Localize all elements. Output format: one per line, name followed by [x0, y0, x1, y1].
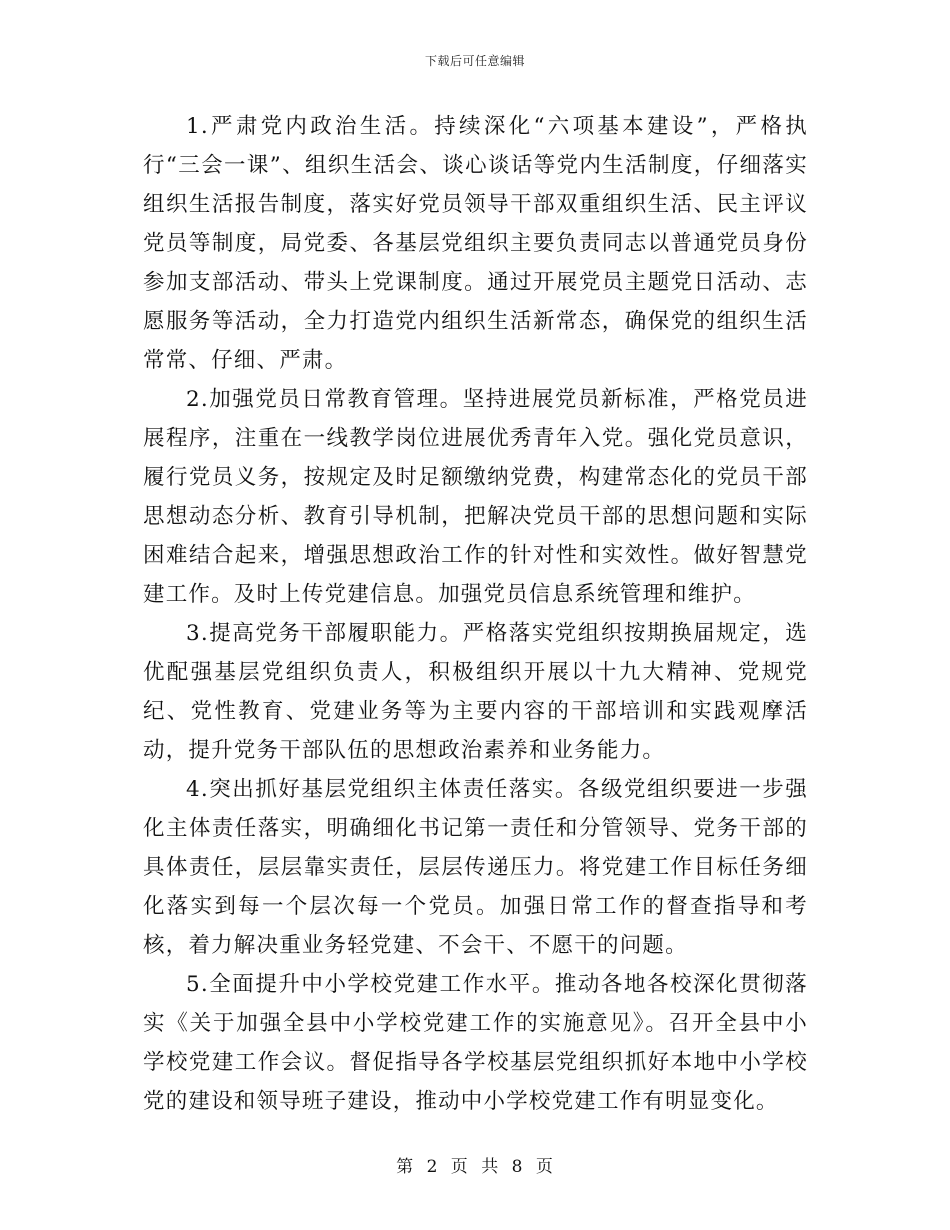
- paragraph-1: 1.严肃党内政治生活。持续深化“六项基本建设”，严格执行“三会一课”、组织生活会、谈心谈话等党内生活制度，仔细落实组织生活报告制度，落实好党员领导干部双重组织生活、民主评议党员等制度，局党委、各基层党组织主要负责同志以普通党员身份参加支部活动、带头上党课制度。通过开展党员主题党日活动、志愿服务等活动，全力打造党内组织生活新常态，确保党的组织生活常常、仔细、严肃。: [143, 114, 808, 373]
- paragraph-4: 4.突出抓好基层党组织主体责任落实。各级党组织要进一步强化主体责任落实，明确细化书记第一责任和分管领导、党务干部的具体责任，层层靠实责任，层层传递压力。将党建工作目标任务细化落实到每一个层次每一个党员。加强日常工作的督查指导和考核，着力解决重业务轻党建、不会干、不愿干的问题。: [143, 777, 808, 958]
- page-number-footer: 第 2 页 共 8 页: [396, 1157, 554, 1177]
- paragraph-2: 2.加强党员日常教育管理。坚持进展党员新标准，严格党员进展程序，注重在一线教学岗位进展优秀青年入党。强化党员意识，履行党员义务，按规定及时足额缴纳党费，构建常态化的党员干部思想动态分析、教育引导机制，把解决党员干部的思想问题和实际困难结合起来，增强思想政治工作的针对性和实效性。做好智慧党建工作。及时上传党建信息。加强党员信息系统管理和维护。: [143, 387, 808, 607]
- header-note: 下载后可任意编辑: [424, 54, 525, 68]
- document-body: [143, 107, 808, 1121]
- paragraph-3: 3.提高党务干部履职能力。严格落实党组织按期换届规定，选优配强基层党组织负责人，积极组织开展以十九大精神、党规党纪、党性教育、党建业务等为主要内容的干部培训和实践观摩活动，提升党务干部队伍的思想政治素养和业务能力。: [143, 621, 808, 763]
- paragraph-5: 5.全面提升中小学校党建工作水平。推动各地各校深化贯彻落实《关于加强全县中小学校党建工作的实施意见》。召开全县中小学校党建工作会议。督促指导各学校基层党组织抓好本地中小学校党的建设和领导班子建设，推动中小学校党建工作有明显变化。: [143, 972, 808, 1114]
